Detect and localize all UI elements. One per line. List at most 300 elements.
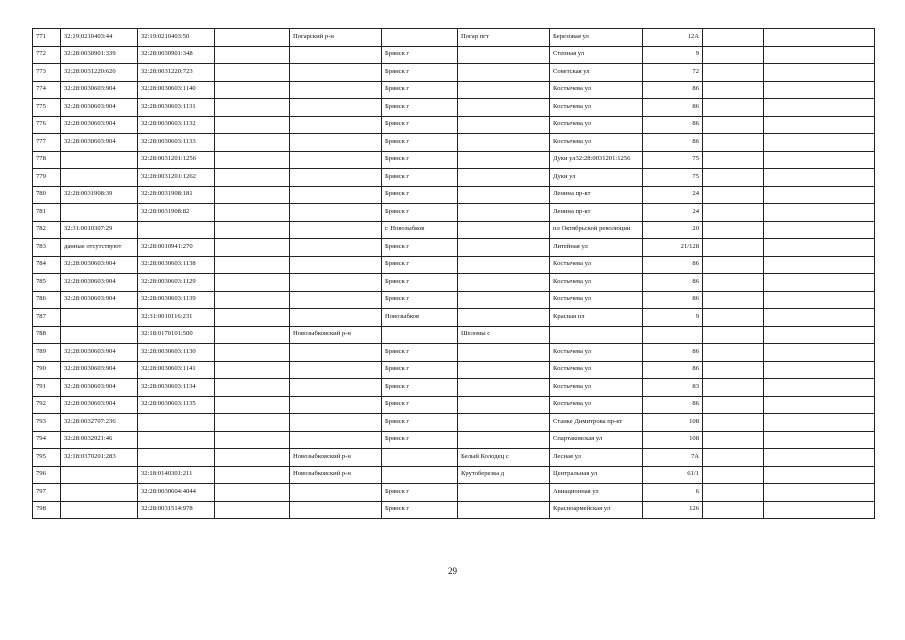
table-cell: Брянск г — [382, 46, 458, 64]
table-cell — [703, 501, 764, 519]
table-cell — [458, 186, 550, 204]
table-cell — [290, 309, 382, 327]
table-cell — [215, 186, 290, 204]
table-cell — [458, 274, 550, 292]
table-cell: 24 — [643, 186, 703, 204]
table-cell: 798 — [33, 501, 61, 519]
table-cell — [703, 309, 764, 327]
table-cell — [458, 344, 550, 362]
table-cell — [458, 116, 550, 134]
table-cell: Шеломы с — [458, 326, 550, 344]
table-cell: Брянск г — [382, 501, 458, 519]
table-cell: 86 — [643, 116, 703, 134]
table-row — [33, 484, 875, 502]
table-cell: 774 — [33, 81, 61, 99]
table-cell — [215, 326, 290, 344]
table-cell — [215, 81, 290, 99]
table-cell: Новозыбковский р-н — [290, 466, 382, 484]
table-cell: Костычева ул — [550, 361, 643, 379]
table-cell: 790 — [33, 361, 61, 379]
table-cell: 9 — [643, 46, 703, 64]
table-cell: Костычева ул — [550, 134, 643, 152]
table-cell — [290, 361, 382, 379]
table-cell — [703, 221, 764, 239]
table-cell: 777 — [33, 134, 61, 152]
table-cell: 32:28:0031201:1256 — [138, 151, 215, 169]
table-row — [33, 29, 875, 47]
table-row — [33, 186, 875, 204]
table-cell — [764, 221, 875, 239]
table-cell — [215, 274, 290, 292]
table-cell: Костычева ул — [550, 274, 643, 292]
table-cell: 108 — [643, 431, 703, 449]
table-cell — [764, 29, 875, 47]
table-cell: 21/128 — [643, 239, 703, 257]
table-cell: 32:28:0030603:1131 — [138, 99, 215, 117]
table-cell — [764, 239, 875, 257]
table-cell: 86 — [643, 361, 703, 379]
table-cell: Костычева ул — [550, 256, 643, 274]
table-cell — [290, 239, 382, 257]
table-cell — [703, 466, 764, 484]
table-cell: Брянск г — [382, 81, 458, 99]
table-cell — [458, 501, 550, 519]
table-cell: 32:28:0030603:1135 — [138, 396, 215, 414]
table-cell: 86 — [643, 274, 703, 292]
table-cell: 788 — [33, 326, 61, 344]
table-cell: 779 — [33, 169, 61, 187]
table-cell — [703, 291, 764, 309]
table-row — [33, 274, 875, 292]
table-cell: Красноармейская ул — [550, 501, 643, 519]
table-cell — [138, 431, 215, 449]
table-cell: 32:28:0031220:620 — [61, 64, 138, 82]
table-cell — [458, 239, 550, 257]
table-cell: 32:19:0210403:50 — [138, 29, 215, 47]
table-cell: 32:28:0031908:181 — [138, 186, 215, 204]
table-cell — [61, 501, 138, 519]
table-cell: Новозыбковский р-н — [290, 326, 382, 344]
table-cell: Белый Колодец с — [458, 449, 550, 467]
table-cell: Брянск г — [382, 99, 458, 117]
table-cell — [764, 361, 875, 379]
table-cell — [290, 274, 382, 292]
table-row — [33, 151, 875, 169]
table-cell — [764, 309, 875, 327]
table-cell: 32:19:0210403:44 — [61, 29, 138, 47]
table-cell — [290, 379, 382, 397]
table-cell: 775 — [33, 99, 61, 117]
table-cell: Брянск г — [382, 151, 458, 169]
table-cell: Новозыбковский р-н — [290, 449, 382, 467]
table-cell: Новозыбков — [382, 309, 458, 327]
table-cell: 32:28:0030603:1138 — [138, 256, 215, 274]
table-cell: г. Новозыбков — [382, 221, 458, 239]
table-cell — [215, 204, 290, 222]
table-cell: 781 — [33, 204, 61, 222]
table-cell — [764, 449, 875, 467]
table-cell — [138, 414, 215, 432]
table-cell: 75 — [643, 169, 703, 187]
table-cell — [458, 309, 550, 327]
table-cell — [764, 256, 875, 274]
table-cell — [290, 221, 382, 239]
table-cell — [290, 204, 382, 222]
table-row — [33, 344, 875, 362]
table-cell — [290, 116, 382, 134]
table-cell — [703, 186, 764, 204]
table-cell — [764, 64, 875, 82]
table-cell: Брянск г — [382, 361, 458, 379]
table-cell — [215, 466, 290, 484]
table-cell: 772 — [33, 46, 61, 64]
table-cell: 32:28:0030603:1140 — [138, 81, 215, 99]
table-cell — [290, 99, 382, 117]
table-cell: Крутоберезка д — [458, 466, 550, 484]
table-cell — [703, 274, 764, 292]
table-cell — [215, 309, 290, 327]
table-cell — [764, 204, 875, 222]
table-row — [33, 204, 875, 222]
table-cell: 108 — [643, 414, 703, 432]
table-cell: Костычева ул — [550, 291, 643, 309]
table-cell: 773 — [33, 64, 61, 82]
table-row — [33, 81, 875, 99]
table-cell: 32:28:0030603:1132 — [138, 116, 215, 134]
table-cell: 7А — [643, 449, 703, 467]
table-cell: 32:28:0030603:904 — [61, 379, 138, 397]
table-cell — [382, 466, 458, 484]
table-cell — [290, 344, 382, 362]
table-cell: Брянск г — [382, 134, 458, 152]
table-cell: Погарский р-н — [290, 29, 382, 47]
table-cell: 24 — [643, 204, 703, 222]
table-cell: Ленина пр-кт — [550, 186, 643, 204]
table-cell — [290, 64, 382, 82]
table-cell: данные отсутствуют — [61, 239, 138, 257]
table-cell: Советская ул — [550, 64, 643, 82]
table-cell — [138, 449, 215, 467]
table-cell — [61, 204, 138, 222]
table-cell: 86 — [643, 291, 703, 309]
table-cell: Брянск г — [382, 239, 458, 257]
table-cell: 61/1 — [643, 466, 703, 484]
table-cell — [215, 379, 290, 397]
table-row — [33, 361, 875, 379]
table-cell: 86 — [643, 81, 703, 99]
table-cell — [382, 326, 458, 344]
table-cell: Брянск г — [382, 204, 458, 222]
table-cell — [703, 151, 764, 169]
table-cell: Литейная ул — [550, 239, 643, 257]
table-cell: 32:28:0030603:1130 — [138, 344, 215, 362]
table-cell — [215, 396, 290, 414]
table-cell — [703, 134, 764, 152]
table-row — [33, 326, 875, 344]
table-cell — [550, 326, 643, 344]
table-cell — [290, 151, 382, 169]
table-cell: Березовая ул — [550, 29, 643, 47]
table-cell: 32:31:0010116:231 — [138, 309, 215, 327]
table-cell — [215, 134, 290, 152]
table-cell — [215, 431, 290, 449]
table-cell — [764, 484, 875, 502]
table-row — [33, 501, 875, 519]
table-cell: 32:28:0030603:904 — [61, 134, 138, 152]
table-cell: 32:28:0010941:270 — [138, 239, 215, 257]
table-cell — [290, 396, 382, 414]
table-cell — [458, 151, 550, 169]
table-cell: Брянск г — [382, 414, 458, 432]
table-cell: Лесная ул — [550, 449, 643, 467]
table-row — [33, 466, 875, 484]
table-row — [33, 169, 875, 187]
table-cell — [764, 466, 875, 484]
table-cell — [215, 361, 290, 379]
table-cell: Брянск г — [382, 396, 458, 414]
table-row — [33, 221, 875, 239]
table-cell: 791 — [33, 379, 61, 397]
table-cell: Костычева ул — [550, 344, 643, 362]
table-cell: 32:28:0030603:904 — [61, 81, 138, 99]
table-cell: Брянск г — [382, 169, 458, 187]
table-cell — [290, 291, 382, 309]
table-cell: 771 — [33, 29, 61, 47]
table-cell — [290, 81, 382, 99]
table-cell: Ленина пр-кт — [550, 204, 643, 222]
table-cell — [215, 64, 290, 82]
table-cell: 32:28:0031220:723 — [138, 64, 215, 82]
table-row — [33, 449, 875, 467]
table-cell — [290, 46, 382, 64]
table-cell: 32:28:0030603:904 — [61, 291, 138, 309]
table-cell: 32:28:0030603:1141 — [138, 361, 215, 379]
table-row — [33, 431, 875, 449]
table-cell — [458, 221, 550, 239]
table-cell: Погар пгт — [458, 29, 550, 47]
table-cell — [382, 29, 458, 47]
table-cell: 32:28:0031514:978 — [138, 501, 215, 519]
table-cell — [290, 169, 382, 187]
table-cell — [703, 99, 764, 117]
table-cell: 32:28:0030603:904 — [61, 274, 138, 292]
table-cell — [215, 501, 290, 519]
table-cell: 795 — [33, 449, 61, 467]
table-cell: 32:28:0030604:4044 — [138, 484, 215, 502]
table-cell — [703, 64, 764, 82]
table-cell — [215, 256, 290, 274]
table-cell — [764, 134, 875, 152]
table-row — [33, 256, 875, 274]
table-cell — [703, 46, 764, 64]
table-cell: Костычева ул — [550, 379, 643, 397]
table-cell — [61, 326, 138, 344]
table-cell — [458, 396, 550, 414]
table-cell: 32:28:0031201:1262 — [138, 169, 215, 187]
table-cell: 32:28:0032921:46 — [61, 431, 138, 449]
table-cell — [764, 291, 875, 309]
table-cell — [703, 396, 764, 414]
table-cell — [458, 291, 550, 309]
table-cell — [458, 431, 550, 449]
table-cell — [764, 169, 875, 187]
table-cell: 785 — [33, 274, 61, 292]
table-cell: 75 — [643, 151, 703, 169]
table-cell — [290, 501, 382, 519]
table-cell: 86 — [643, 256, 703, 274]
table-cell: Спартаковская ул — [550, 431, 643, 449]
table-cell — [703, 361, 764, 379]
table-cell — [764, 274, 875, 292]
table-cell: 32:28:0030603:904 — [61, 344, 138, 362]
table-cell — [703, 204, 764, 222]
table-cell — [764, 396, 875, 414]
table-cell: 83 — [643, 379, 703, 397]
table-row — [33, 116, 875, 134]
table-cell — [643, 326, 703, 344]
table-cell: 32:28:0030603:904 — [61, 396, 138, 414]
table-cell — [764, 344, 875, 362]
table-cell — [703, 116, 764, 134]
table-cell: 32:28:0030603:1133 — [138, 134, 215, 152]
table-cell — [764, 379, 875, 397]
table-cell — [764, 151, 875, 169]
table-cell: 32:28:0030603:1139 — [138, 291, 215, 309]
table-cell: Брянск г — [382, 256, 458, 274]
table-cell — [764, 99, 875, 117]
table-cell — [703, 379, 764, 397]
table-cell: 86 — [643, 134, 703, 152]
table-cell: Костычева ул — [550, 396, 643, 414]
table-cell: 32:28:0031908:82 — [138, 204, 215, 222]
table-cell: 9 — [643, 309, 703, 327]
table-cell — [290, 431, 382, 449]
table-cell — [764, 326, 875, 344]
table-cell: 32:28:0030603:1129 — [138, 274, 215, 292]
table-cell — [215, 484, 290, 502]
table-cell — [290, 414, 382, 432]
table-cell: Степная ул — [550, 46, 643, 64]
table-cell — [764, 501, 875, 519]
table-row — [33, 379, 875, 397]
table-cell: 782 — [33, 221, 61, 239]
table-cell — [138, 221, 215, 239]
table-row — [33, 239, 875, 257]
table-cell: 6 — [643, 484, 703, 502]
table-cell: 787 — [33, 309, 61, 327]
table-cell: 32:31:0010307:29 — [61, 221, 138, 239]
table-row — [33, 414, 875, 432]
table-row — [33, 134, 875, 152]
table-cell — [215, 116, 290, 134]
table-cell: Красная пл — [550, 309, 643, 327]
table-cell: 32:28:0030901:348 — [138, 46, 215, 64]
table-cell: Брянск г — [382, 431, 458, 449]
table-cell — [764, 414, 875, 432]
table-cell — [458, 414, 550, 432]
table-cell: 780 — [33, 186, 61, 204]
table-cell — [215, 151, 290, 169]
table-cell — [290, 186, 382, 204]
table-row — [33, 291, 875, 309]
table-cell — [703, 344, 764, 362]
table-row — [33, 64, 875, 82]
table-cell: Дуки ул — [550, 169, 643, 187]
table-cell — [61, 466, 138, 484]
table-cell: 778 — [33, 151, 61, 169]
table-row — [33, 99, 875, 117]
table-cell: Брянск г — [382, 344, 458, 362]
table-cell: Дуки ул32:28:0031201:1256 — [550, 151, 643, 169]
table-cell: 32:18:0140301:211 — [138, 466, 215, 484]
table-cell: 32:18:0170101:500 — [138, 326, 215, 344]
table-cell — [458, 64, 550, 82]
table-cell — [703, 326, 764, 344]
table-cell — [215, 291, 290, 309]
table-body — [33, 29, 875, 519]
table-cell — [703, 29, 764, 47]
table-cell — [215, 414, 290, 432]
table-cell: 32:28:0030603:904 — [61, 99, 138, 117]
table-cell: Брянск г — [382, 379, 458, 397]
table-cell — [458, 361, 550, 379]
table-cell: 797 — [33, 484, 61, 502]
table-cell — [215, 169, 290, 187]
table-cell — [703, 449, 764, 467]
table-cell — [703, 431, 764, 449]
table-cell — [458, 169, 550, 187]
table-cell — [703, 169, 764, 187]
table-cell — [764, 81, 875, 99]
table-cell: 32:28:0030603:904 — [61, 256, 138, 274]
table-cell — [61, 151, 138, 169]
table-cell — [215, 239, 290, 257]
table-cell: Брянск г — [382, 484, 458, 502]
table-cell — [290, 134, 382, 152]
table-cell — [703, 414, 764, 432]
table-cell — [61, 169, 138, 187]
table-cell: 86 — [643, 344, 703, 362]
table-cell — [458, 81, 550, 99]
table-cell: 794 — [33, 431, 61, 449]
table-cell — [703, 81, 764, 99]
table-cell — [458, 256, 550, 274]
table-cell: 789 — [33, 344, 61, 362]
table-cell: пл Октябрьской революции — [550, 221, 643, 239]
table-cell: 86 — [643, 99, 703, 117]
table-cell — [215, 29, 290, 47]
table-cell: 20 — [643, 221, 703, 239]
table-cell: 793 — [33, 414, 61, 432]
table-cell: Центральная ул — [550, 466, 643, 484]
table-cell: Костычева ул — [550, 99, 643, 117]
table-cell — [61, 484, 138, 502]
page-number: 29 — [448, 566, 457, 576]
register-table — [32, 28, 875, 519]
table-cell: Брянск г — [382, 186, 458, 204]
table-cell: 796 — [33, 466, 61, 484]
table-cell: Брянск г — [382, 64, 458, 82]
table-cell — [764, 46, 875, 64]
table-row — [33, 46, 875, 64]
table-cell: 72 — [643, 64, 703, 82]
table-cell — [215, 221, 290, 239]
table-cell — [764, 186, 875, 204]
table-cell — [703, 239, 764, 257]
table-cell: 776 — [33, 116, 61, 134]
table-cell — [458, 204, 550, 222]
table-cell: 32:28:0030901:339 — [61, 46, 138, 64]
